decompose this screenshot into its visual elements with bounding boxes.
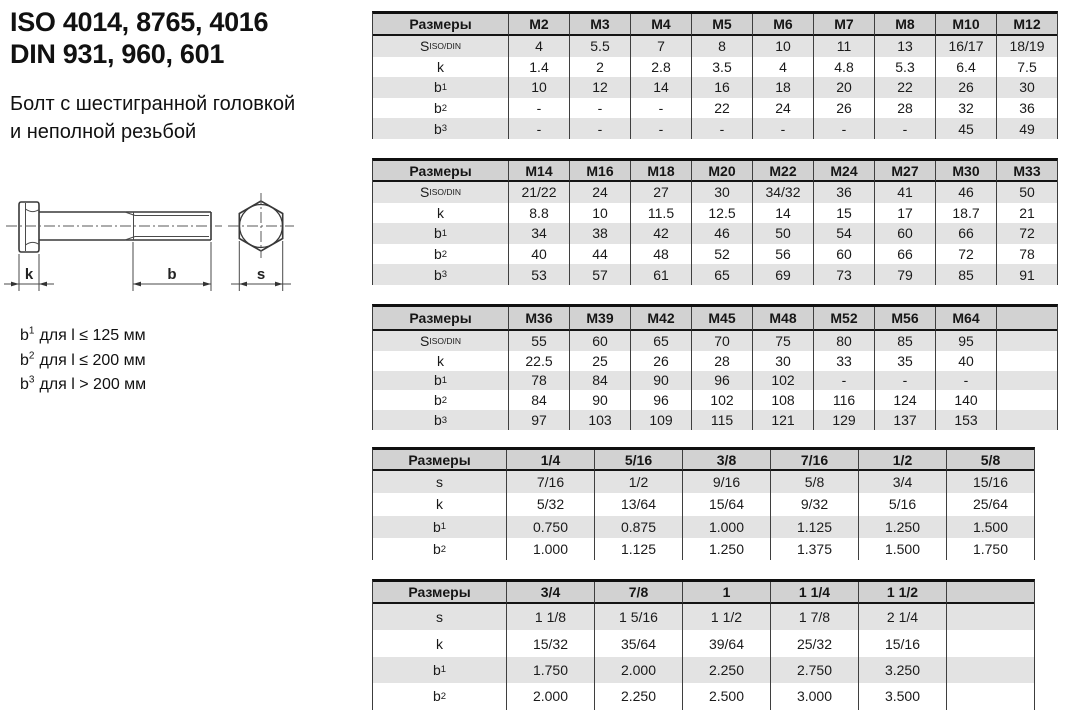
value-cell: 137 <box>874 410 935 430</box>
value-cell: - <box>813 118 874 139</box>
value-cell: 21/22 <box>508 182 569 203</box>
value-cell: 26 <box>935 77 996 98</box>
value-cell: 80 <box>813 331 874 351</box>
value-cell: 66 <box>874 244 935 265</box>
value-cell: 25/64 <box>946 493 1034 515</box>
value-cell: 22.5 <box>508 351 569 371</box>
value-cell: 3.500 <box>858 683 946 709</box>
value-cell: 9/32 <box>770 493 858 515</box>
col-header <box>996 307 1057 331</box>
value-cell: 96 <box>630 390 691 410</box>
value-cell: 60 <box>874 223 935 244</box>
value-cell <box>996 390 1057 410</box>
row-label: s <box>373 604 506 630</box>
value-cell: 56 <box>752 244 813 265</box>
value-cell: 46 <box>935 182 996 203</box>
value-cell: 40 <box>935 351 996 371</box>
value-cell: 1.500 <box>858 538 946 560</box>
col-header: M56 <box>874 307 935 331</box>
value-cell: 1.750 <box>506 657 594 683</box>
value-cell: 34 <box>508 223 569 244</box>
value-cell: - <box>630 98 691 119</box>
col-header: M18 <box>630 161 691 182</box>
value-cell: 95 <box>935 331 996 351</box>
value-cell: 15/32 <box>506 630 594 656</box>
row-label: S ISO/DIN <box>373 182 508 203</box>
corner-header: Размеры <box>373 14 508 36</box>
col-header: M6 <box>752 14 813 36</box>
row-label: b 2 <box>373 538 506 560</box>
col-header: M4 <box>630 14 691 36</box>
value-cell: 38 <box>569 223 630 244</box>
value-cell: 4 <box>752 57 813 78</box>
value-cell: 1.750 <box>946 538 1034 560</box>
value-cell: 30 <box>752 351 813 371</box>
value-cell: 25/32 <box>770 630 858 656</box>
row-label: b 1 <box>373 371 508 391</box>
value-cell: 103 <box>569 410 630 430</box>
col-header: M12 <box>996 14 1057 36</box>
value-cell: 2.500 <box>682 683 770 709</box>
col-header: M39 <box>569 307 630 331</box>
value-cell: - <box>630 118 691 139</box>
note-b2 <box>20 346 146 370</box>
col-header: M24 <box>813 161 874 182</box>
value-cell: 1.250 <box>858 516 946 538</box>
value-cell: 69 <box>752 264 813 285</box>
thread-length-notes <box>20 322 146 395</box>
value-cell: 73 <box>813 264 874 285</box>
value-cell: 91 <box>996 264 1057 285</box>
value-cell: 32 <box>935 98 996 119</box>
row-label: S ISO/DIN <box>373 36 508 57</box>
value-cell: 26 <box>630 351 691 371</box>
value-cell: 2.250 <box>594 683 682 709</box>
value-cell: 2.8 <box>630 57 691 78</box>
value-cell: 24 <box>569 182 630 203</box>
value-cell: 30 <box>996 77 1057 98</box>
col-header: M5 <box>691 14 752 36</box>
value-cell: 108 <box>752 390 813 410</box>
value-cell: - <box>874 118 935 139</box>
row-label: k <box>373 493 506 515</box>
value-cell: 44 <box>569 244 630 265</box>
value-cell: 124 <box>874 390 935 410</box>
row-label: b 1 <box>373 77 508 98</box>
col-header: 1/4 <box>506 450 594 471</box>
corner-header: Размеры <box>373 161 508 182</box>
row-label: b 1 <box>373 223 508 244</box>
value-cell: 153 <box>935 410 996 430</box>
col-header: 5/8 <box>946 450 1034 471</box>
table-metric-m36-m64 <box>372 304 1058 430</box>
value-cell: 115 <box>691 410 752 430</box>
col-header: M10 <box>935 14 996 36</box>
value-cell: 18/19 <box>996 36 1057 57</box>
row-label: b 1 <box>373 657 506 683</box>
value-cell: 75 <box>752 331 813 351</box>
col-header: 3/8 <box>682 450 770 471</box>
value-cell: 36 <box>996 98 1057 119</box>
note-sup: 1 <box>28 326 35 337</box>
value-cell: 79 <box>874 264 935 285</box>
value-cell: 40 <box>508 244 569 265</box>
value-cell: 102 <box>752 371 813 391</box>
value-cell: 18 <box>752 77 813 98</box>
value-cell: 11 <box>813 36 874 57</box>
value-cell <box>996 410 1057 430</box>
value-cell: 140 <box>935 390 996 410</box>
note-symbol: b <box>20 375 29 393</box>
note-symbol: b <box>20 351 29 369</box>
value-cell: 129 <box>813 410 874 430</box>
value-cell: 90 <box>630 371 691 391</box>
value-cell: 33 <box>813 351 874 371</box>
value-cell: 54 <box>813 223 874 244</box>
value-cell: 4.8 <box>813 57 874 78</box>
row-label: s <box>373 471 506 493</box>
note-symbol: b <box>20 327 29 345</box>
row-label: k <box>373 57 508 78</box>
value-cell: 24 <box>752 98 813 119</box>
value-cell: 2.000 <box>594 657 682 683</box>
value-cell: 10 <box>569 203 630 224</box>
value-cell: 10 <box>508 77 569 98</box>
col-header: 1 1/2 <box>858 582 946 604</box>
value-cell: 1 7/8 <box>770 604 858 630</box>
value-cell: 42 <box>630 223 691 244</box>
value-cell: 14 <box>630 77 691 98</box>
value-cell: 7 <box>630 36 691 57</box>
row-label: b 3 <box>373 410 508 430</box>
col-header: 1/2 <box>858 450 946 471</box>
value-cell: 55 <box>508 331 569 351</box>
col-header: M20 <box>691 161 752 182</box>
dim-label-s: s <box>256 266 266 283</box>
value-cell: 78 <box>508 371 569 391</box>
row-label: b 2 <box>373 390 508 410</box>
value-cell: 1 5/16 <box>594 604 682 630</box>
col-header: M33 <box>996 161 1057 182</box>
value-cell: 2.750 <box>770 657 858 683</box>
value-cell: 8.8 <box>508 203 569 224</box>
value-cell: 78 <box>996 244 1057 265</box>
col-header: M48 <box>752 307 813 331</box>
value-cell: 30 <box>691 182 752 203</box>
value-cell: 10 <box>752 36 813 57</box>
value-cell: 15/16 <box>858 630 946 656</box>
value-cell: 22 <box>874 77 935 98</box>
value-cell: 84 <box>569 371 630 391</box>
value-cell: 85 <box>874 331 935 351</box>
value-cell: 50 <box>996 182 1057 203</box>
value-cell: 3.250 <box>858 657 946 683</box>
col-header: M3 <box>569 14 630 36</box>
value-cell: 28 <box>691 351 752 371</box>
value-cell: 36 <box>813 182 874 203</box>
value-cell: 41 <box>874 182 935 203</box>
value-cell: 12 <box>569 77 630 98</box>
value-cell: 3.5 <box>691 57 752 78</box>
table-metric-m2-m12 <box>372 11 1058 139</box>
row-label: b 3 <box>373 264 508 285</box>
value-cell: 35 <box>874 351 935 371</box>
value-cell: 1.125 <box>770 516 858 538</box>
value-cell <box>996 351 1057 371</box>
value-cell: 5/8 <box>770 471 858 493</box>
value-cell: 1 1/2 <box>682 604 770 630</box>
value-cell: 8 <box>691 36 752 57</box>
value-cell: 50 <box>752 223 813 244</box>
corner-header: Размеры <box>373 450 506 471</box>
value-cell: 20 <box>813 77 874 98</box>
title-iso: ISO 4014, 8765, 4016 <box>10 7 269 37</box>
value-cell: 4 <box>508 36 569 57</box>
value-cell: - <box>508 118 569 139</box>
value-cell: 14 <box>752 203 813 224</box>
value-cell: 3/4 <box>858 471 946 493</box>
note-text: для l > 200 мм <box>39 375 147 393</box>
value-cell: 46 <box>691 223 752 244</box>
row-label: b 3 <box>373 118 508 139</box>
value-cell: 1.000 <box>506 538 594 560</box>
value-cell: 66 <box>935 223 996 244</box>
value-cell: 1.500 <box>946 516 1034 538</box>
col-header: 7/8 <box>594 582 682 604</box>
value-cell: - <box>508 98 569 119</box>
value-cell: - <box>874 371 935 391</box>
row-label: b 2 <box>373 244 508 265</box>
value-cell: 0.875 <box>594 516 682 538</box>
value-cell: 72 <box>996 223 1057 244</box>
value-cell: 0.750 <box>506 516 594 538</box>
value-cell: 49 <box>996 118 1057 139</box>
value-cell: 17 <box>874 203 935 224</box>
col-header: M42 <box>630 307 691 331</box>
value-cell: - <box>935 371 996 391</box>
value-cell: 5.5 <box>569 36 630 57</box>
note-sup: 2 <box>28 350 35 362</box>
value-cell <box>996 331 1057 351</box>
table-inch-3-4-to-1-1-2 <box>372 579 1035 710</box>
col-header: M7 <box>813 14 874 36</box>
value-cell: 84 <box>508 390 569 410</box>
value-cell: 28 <box>874 98 935 119</box>
row-label: k <box>373 630 506 656</box>
value-cell: 65 <box>630 331 691 351</box>
row-label: k <box>373 203 508 224</box>
value-cell: 1.000 <box>682 516 770 538</box>
value-cell: 90 <box>569 390 630 410</box>
value-cell: 5/16 <box>858 493 946 515</box>
value-cell: 2 <box>569 57 630 78</box>
value-cell: 16/17 <box>935 36 996 57</box>
title-din: DIN 931, 960, 601 <box>10 39 225 69</box>
row-label: S ISO/DIN <box>373 331 508 351</box>
col-header: M36 <box>508 307 569 331</box>
value-cell: 13 <box>874 36 935 57</box>
note-sup: 3 <box>28 374 35 386</box>
value-cell <box>996 371 1057 391</box>
row-label: b 2 <box>373 683 506 709</box>
value-cell: 25 <box>569 351 630 371</box>
value-cell: 121 <box>752 410 813 430</box>
value-cell: 109 <box>630 410 691 430</box>
value-cell: 12.5 <box>691 203 752 224</box>
value-cell: 2.250 <box>682 657 770 683</box>
value-cell <box>946 683 1034 709</box>
value-cell <box>946 657 1034 683</box>
col-header: M45 <box>691 307 752 331</box>
col-header: M30 <box>935 161 996 182</box>
table-metric-m14-m33 <box>372 158 1058 285</box>
bolt-end-view <box>228 193 294 291</box>
value-cell: 60 <box>813 244 874 265</box>
col-header: 3/4 <box>506 582 594 604</box>
value-cell: 1.375 <box>770 538 858 560</box>
col-header <box>946 582 1034 604</box>
value-cell: 1.125 <box>594 538 682 560</box>
value-cell: 52 <box>691 244 752 265</box>
col-header: M14 <box>508 161 569 182</box>
row-label: b 2 <box>373 98 508 119</box>
value-cell: 70 <box>691 331 752 351</box>
value-cell: 16 <box>691 77 752 98</box>
bolt-side-view <box>4 202 222 291</box>
value-cell: - <box>569 118 630 139</box>
value-cell: 6.4 <box>935 57 996 78</box>
value-cell: 45 <box>935 118 996 139</box>
value-cell: 53 <box>508 264 569 285</box>
value-cell: 39/64 <box>682 630 770 656</box>
value-cell: 35/64 <box>594 630 682 656</box>
value-cell: 1/2 <box>594 471 682 493</box>
note-text: для l ≤ 200 мм <box>39 351 146 369</box>
col-header: M64 <box>935 307 996 331</box>
col-header: M27 <box>874 161 935 182</box>
value-cell: 60 <box>569 331 630 351</box>
value-cell: 1.4 <box>508 57 569 78</box>
value-cell: 102 <box>691 390 752 410</box>
col-header: M8 <box>874 14 935 36</box>
page-title <box>10 6 268 70</box>
value-cell: 15 <box>813 203 874 224</box>
col-header: 1 <box>682 582 770 604</box>
value-cell: 26 <box>813 98 874 119</box>
value-cell: 1 1/8 <box>506 604 594 630</box>
value-cell: - <box>752 118 813 139</box>
subtitle-line2: и неполной резьбой <box>10 121 197 143</box>
value-cell: 5/32 <box>506 493 594 515</box>
value-cell: 5.3 <box>874 57 935 78</box>
value-cell: - <box>569 98 630 119</box>
value-cell: 3.000 <box>770 683 858 709</box>
col-header: 5/16 <box>594 450 682 471</box>
value-cell: 2.000 <box>506 683 594 709</box>
value-cell: 18.7 <box>935 203 996 224</box>
value-cell: 22 <box>691 98 752 119</box>
value-cell: 116 <box>813 390 874 410</box>
value-cell: 48 <box>630 244 691 265</box>
value-cell: 2 1/4 <box>858 604 946 630</box>
col-header: M2 <box>508 14 569 36</box>
value-cell: 61 <box>630 264 691 285</box>
value-cell: 11.5 <box>630 203 691 224</box>
value-cell: - <box>691 118 752 139</box>
bolt-technical-drawing <box>0 188 320 326</box>
value-cell: 65 <box>691 264 752 285</box>
value-cell: 57 <box>569 264 630 285</box>
value-cell: 97 <box>508 410 569 430</box>
value-cell: 7.5 <box>996 57 1057 78</box>
note-b1 <box>20 322 146 346</box>
dim-label-b: b <box>167 266 177 283</box>
value-cell: 96 <box>691 371 752 391</box>
row-label: k <box>373 351 508 371</box>
value-cell: 15/64 <box>682 493 770 515</box>
value-cell: 7/16 <box>506 471 594 493</box>
subtitle-line1: Болт с шестигранной головкой <box>10 93 296 115</box>
value-cell: 9/16 <box>682 471 770 493</box>
value-cell: 13/64 <box>594 493 682 515</box>
row-label: b 1 <box>373 516 506 538</box>
col-header: M22 <box>752 161 813 182</box>
corner-header: Размеры <box>373 307 508 331</box>
col-header: 1 1/4 <box>770 582 858 604</box>
note-text: для l ≤ 125 мм <box>39 327 146 345</box>
dim-label-k: k <box>24 266 34 283</box>
value-cell <box>946 630 1034 656</box>
value-cell: - <box>813 371 874 391</box>
value-cell: 1.250 <box>682 538 770 560</box>
value-cell: 15/16 <box>946 471 1034 493</box>
col-header: M52 <box>813 307 874 331</box>
col-header: M16 <box>569 161 630 182</box>
corner-header: Размеры <box>373 582 506 604</box>
page-subtitle <box>10 90 295 146</box>
value-cell: 34/32 <box>752 182 813 203</box>
note-b3 <box>20 371 146 395</box>
value-cell: 27 <box>630 182 691 203</box>
col-header: 7/16 <box>770 450 858 471</box>
value-cell: 85 <box>935 264 996 285</box>
table-inch-quarter-to-5-8 <box>372 447 1035 560</box>
value-cell <box>946 604 1034 630</box>
value-cell: 21 <box>996 203 1057 224</box>
value-cell: 72 <box>935 244 996 265</box>
